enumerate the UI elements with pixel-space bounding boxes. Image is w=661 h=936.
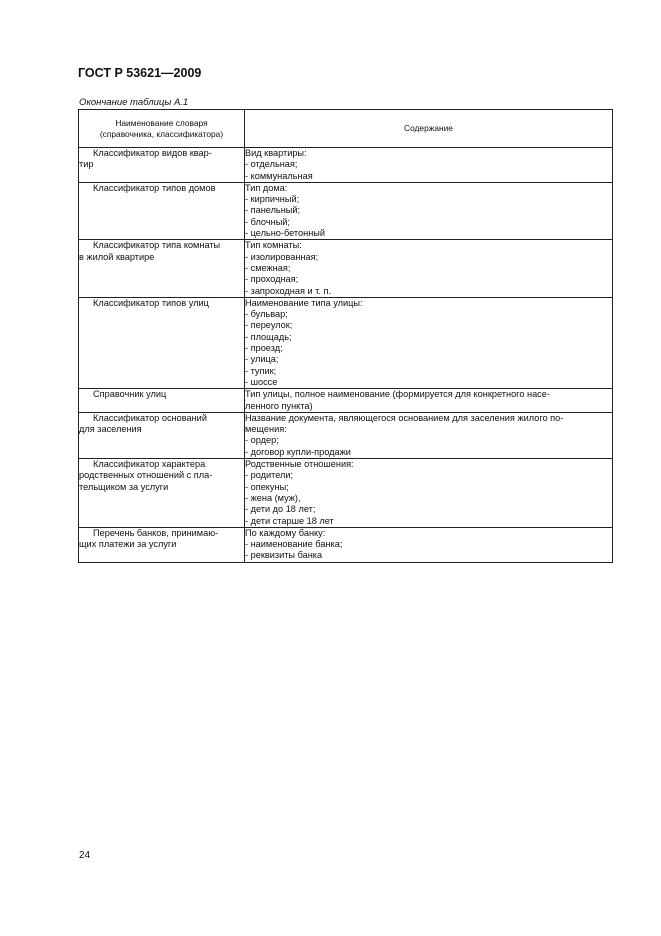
table-row [79,459,613,528]
content-line: - договор купли-продажи [245,446,351,457]
content-line: - дети старше 18 лет [245,515,334,526]
dictionary-name-line: щих платежи за услуги [79,539,177,550]
content-line: - переулок; [245,320,293,331]
content-line: - кирпичный; [245,194,300,205]
document-code-header: ГОСТ Р 53621—2009 [78,66,202,80]
table-row [79,412,613,458]
content-line: - проходная; [245,274,299,285]
content-line: - отдельная; [245,159,298,170]
content-cell [245,148,613,183]
content-line: - дети до 18 лет; [245,504,316,515]
header-name-line1: Наименование словаря [115,118,208,128]
content-line: - цельно-бетонный [245,228,326,239]
content-line: - наименование банка; [245,539,343,550]
content-line: Тип комнаты: [245,240,302,251]
table-row [79,297,613,388]
content-line: - жена (муж), [245,492,301,503]
dictionary-name-cell [79,148,245,183]
content-line: - реквизиты банка [245,550,323,561]
content-cell [245,527,613,562]
content-line: Название документа, являющегося основанием для заселения жилого по- [245,412,564,423]
dictionary-name-line: в жилой квартире [79,251,155,262]
content-line: - шоссе [245,376,278,387]
content-line: - панельный; [245,205,301,216]
content-line: По каждому банку: [245,527,326,538]
dictionary-name-cell [79,459,245,528]
dictionary-name-line: для заселения [79,424,142,435]
content-line: - опекуны; [245,481,289,492]
content-cell [245,297,613,388]
content-line: Тип дома: [245,182,288,193]
content-line: - блочный; [245,216,290,227]
content-line: Тип улицы, полное наименование (формируется для конкретного насе- [245,389,550,400]
dictionary-name-cell [79,527,245,562]
content-line: Вид квартиры: [245,148,307,158]
content-line: - изолированная; [245,251,319,262]
content-line: Наименование типа улицы: [245,297,363,308]
dictionary-name-line: тельщиком за услуги [79,481,169,492]
content-cell [245,182,613,239]
dictionary-name-cell [79,389,245,413]
content-line: ленного пункта) [245,400,313,411]
dictionary-name-cell [79,297,245,388]
dictionary-name-line: Справочник улиц [93,389,167,400]
content-line: - смежная; [245,262,291,273]
table-row [79,148,613,183]
table-row [79,389,613,413]
dictionary-name-line: Классификатор оснований [93,412,207,423]
content-line: - бульвар; [245,309,288,320]
classifier-table [78,109,613,563]
header-name-line2: (справочника, классификатора) [99,128,224,139]
table-row [79,240,613,297]
dictionary-name-line: Классификатор видов квар- [93,148,212,158]
content-line: Родственные отношения: [245,459,354,470]
content-line: - тупик; [245,365,277,376]
dictionary-name-line: Перечень банков, принимаю- [93,527,219,538]
content-line: - площадь; [245,331,292,342]
header-content-column: Содержание [245,110,613,148]
dictionary-name-cell [79,182,245,239]
content-line: - ордер; [245,435,279,446]
dictionary-name-line: Классификатор типов домов [93,182,216,193]
content-line: - проезд; [245,343,283,354]
dictionary-name-line: тир [79,159,94,170]
content-line: - родители; [245,470,294,481]
dictionary-name-line: Классификатор характера [93,459,206,470]
table-caption: Окончание таблицы А.1 [79,97,189,108]
content-line: мещения: [245,424,287,435]
content-line: - коммунальная [245,170,313,181]
dictionary-name-line: Классификатор типов улиц [93,297,209,308]
dictionary-name-cell [79,240,245,297]
table-header-row [79,110,613,148]
page-number: 24 [79,850,91,861]
dictionary-name-line: Классификатор типа комнаты [93,240,221,251]
content-cell [245,389,613,413]
content-cell [245,459,613,528]
content-cell [245,412,613,458]
dictionary-name-cell [79,412,245,458]
dictionary-name-line: родственных отношений с пла- [79,470,213,481]
header-name-column [79,110,245,148]
table-row [79,527,613,562]
content-line: - запроходная и т. п. [245,285,332,296]
content-cell [245,240,613,297]
content-line: - улица; [245,354,279,365]
table-row [79,182,613,239]
